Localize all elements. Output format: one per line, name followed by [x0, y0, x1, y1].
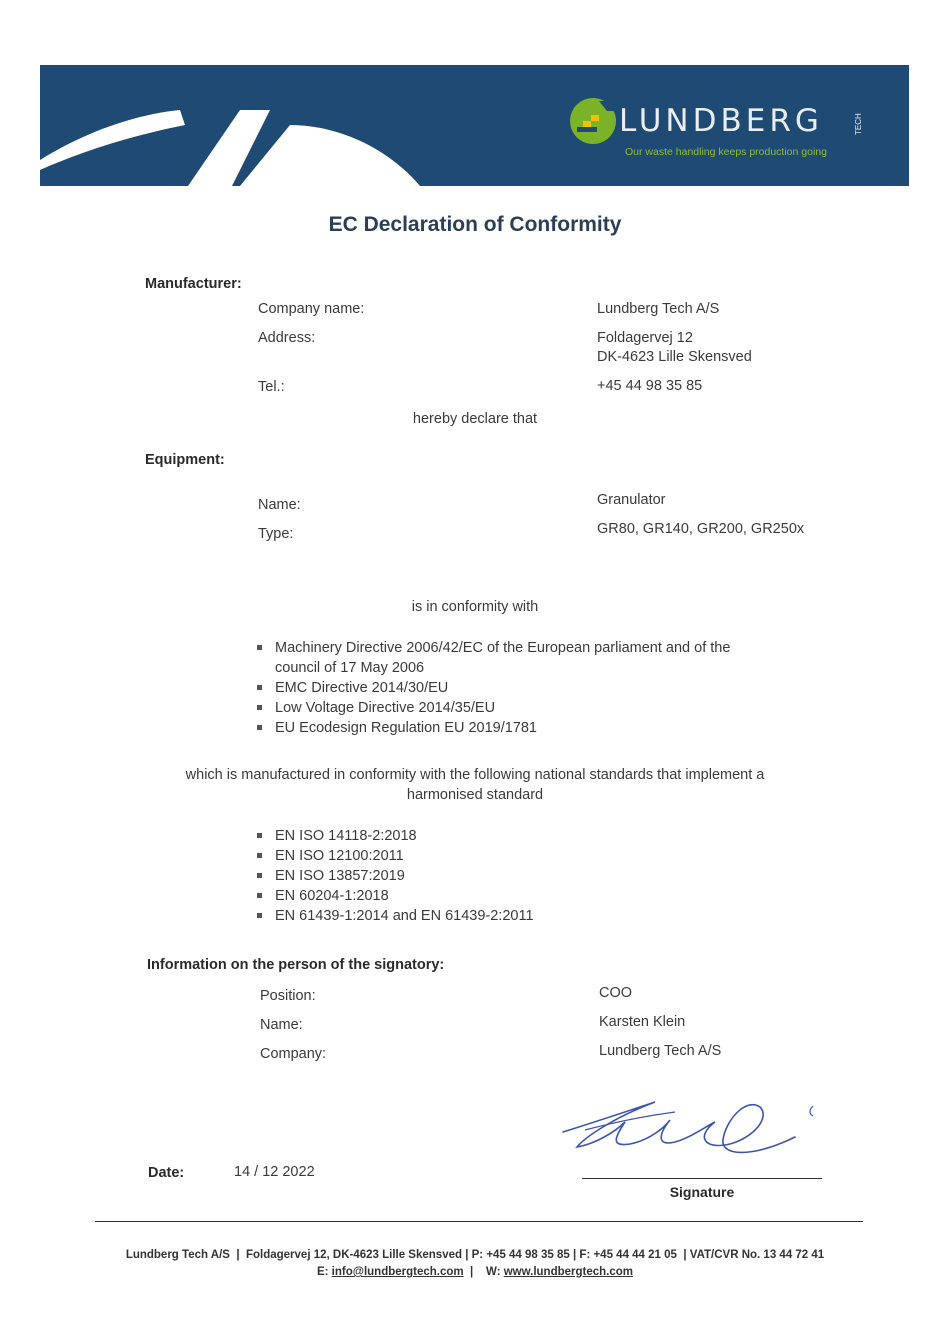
footer-email-link[interactable]: info@lundbergtech.com [331, 1266, 464, 1278]
manufacturer-heading: Manufacturer: [145, 276, 242, 292]
address-label: Address: [258, 330, 316, 346]
footer-line-1: Lundberg Tech A/S | Foldagervej 12, DK-4623 Lille Skensved | P: +45 44 98 35 85 | F: +45 44 44 21 05 | VAT/CVR No. 13 44 72 41 [125, 1249, 825, 1261]
list-item: EN ISO 12100:2011 [255, 846, 655, 866]
list-item: EN ISO 14118-2:2018 [255, 826, 655, 846]
date-value: 14 / 12 2022 [234, 1164, 315, 1180]
list-item: Low Voltage Directive 2014/35/EU [255, 698, 765, 718]
equipment-name-value: Granulator [597, 492, 666, 508]
address-line-2: DK-4623 Lille Skensved [597, 349, 752, 365]
signatory-company-label: Company: [260, 1046, 327, 1062]
address-line-1: Foldagervej 12 [597, 330, 693, 346]
list-item: EN 60204-1:2018 [255, 886, 655, 906]
declare-text: hereby declare that [412, 411, 538, 427]
directives-list [255, 638, 765, 738]
standards-list [255, 826, 655, 926]
signature-label: Signature [669, 1184, 735, 1200]
footer-divider [95, 1221, 863, 1222]
footer-web-label: W: [486, 1266, 501, 1278]
equipment-type-label: Type: [258, 526, 294, 542]
handwritten-signature [555, 1092, 815, 1167]
equipment-type-value: GR80, GR140, GR200, GR250x [597, 521, 805, 537]
logo-mark-icon [569, 95, 621, 147]
signatory-name-label: Name: [260, 1017, 303, 1033]
logo-wordmark: LUNDBERG [619, 103, 823, 139]
company-name-label: Company name: [258, 301, 365, 317]
list-item: EMC Directive 2014/30/EU [255, 678, 765, 698]
equipment-name-label: Name: [258, 497, 301, 513]
list-item: EN 61439-1:2014 and EN 61439-2:2011 [255, 906, 655, 926]
date-label: Date: [148, 1165, 185, 1181]
equipment-heading: Equipment: [145, 452, 225, 468]
signatory-company-value: Lundberg Tech A/S [599, 1043, 722, 1059]
signatory-name-value: Karsten Klein [599, 1014, 686, 1030]
list-item: EN ISO 13857:2019 [255, 866, 655, 886]
standards-intro-line-1: which is manufactured in conformity with the following national standards that implement a [185, 767, 765, 783]
footer-email-label: E: [316, 1266, 329, 1278]
footer-address: Foldagervej 12, DK-4623 Lille Skensved [245, 1249, 463, 1261]
footer-phone: P: +45 44 98 35 85 [471, 1249, 570, 1261]
position-value: COO [599, 985, 633, 1001]
footer-web-link[interactable]: www.lundbergtech.com [503, 1266, 634, 1278]
conformity-text: is in conformity with [411, 599, 539, 615]
tel-value: +45 44 98 35 85 [597, 378, 703, 394]
footer-company: Lundberg Tech A/S [125, 1249, 230, 1261]
footer-fax: F: +45 44 44 21 05 [579, 1249, 677, 1261]
standards-intro-line-2: harmonised standard [406, 787, 544, 803]
document-title: EC Declaration of Conformity [328, 213, 622, 236]
logo-tagline: Our waste handling keeps production going [625, 146, 827, 158]
signatory-heading: Information on the person of the signatory: [147, 957, 445, 973]
footer-line-2: E: info@lundbergtech.com | W: www.lundbergtech.com [316, 1266, 634, 1278]
signature-line [582, 1178, 822, 1179]
company-logo [569, 95, 879, 165]
list-item: Machinery Directive 2006/42/EC of the European parliament and of the council of 17 May 2006 [255, 638, 765, 678]
tel-label: Tel.: [258, 379, 285, 395]
position-label: Position: [260, 988, 316, 1004]
header-banner [40, 65, 909, 186]
logo-suffix: TECH [854, 113, 863, 135]
list-item: EU Ecodesign Regulation EU 2019/1781 [255, 718, 765, 738]
company-name-value: Lundberg Tech A/S [597, 301, 720, 317]
footer-vat: VAT/CVR No. 13 44 72 41 [689, 1249, 825, 1261]
